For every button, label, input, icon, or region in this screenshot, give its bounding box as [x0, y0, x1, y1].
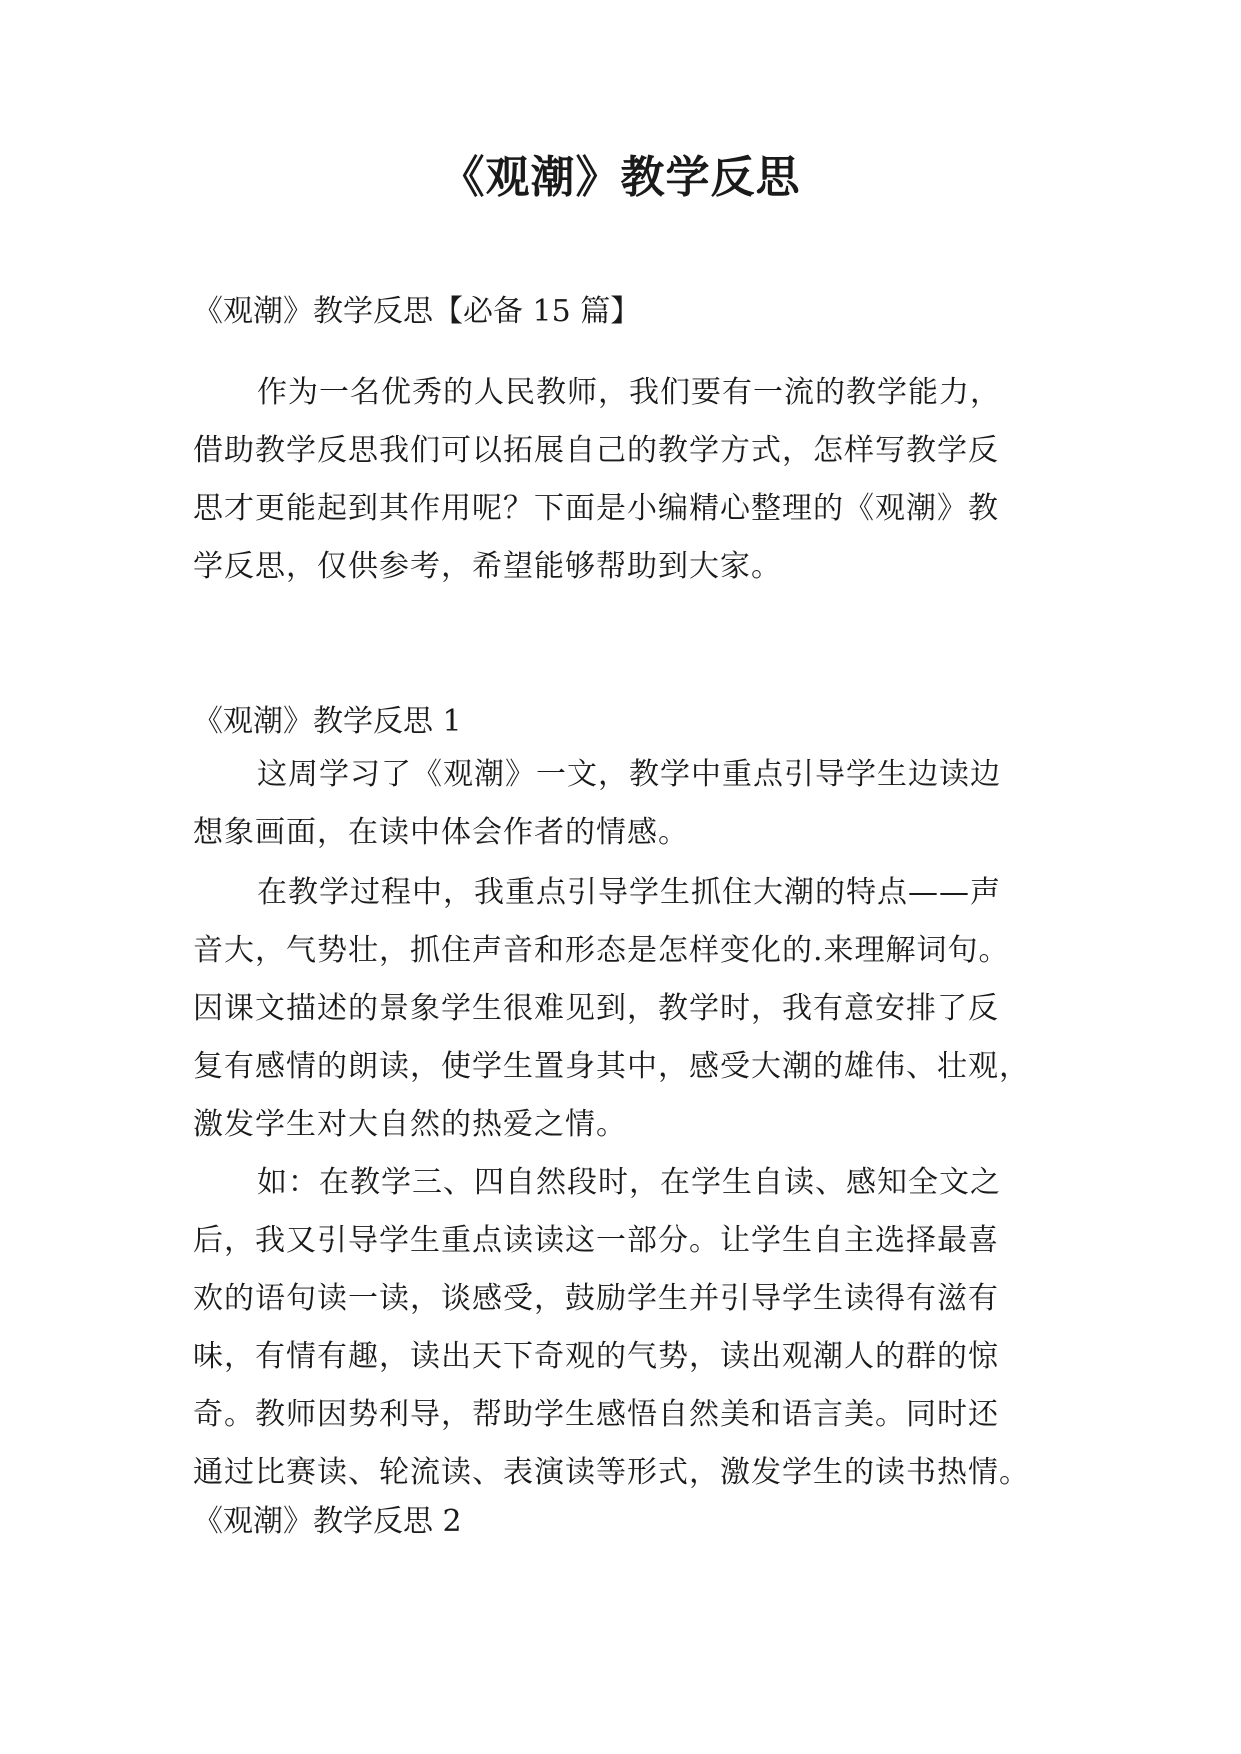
paragraph-line: 奇。教师因势利导，帮助学生感悟自然美和语言美。同时还 — [193, 1397, 999, 1432]
intro-paragraph — [193, 364, 1073, 596]
document-subtitle: 《观潮》教学反思【必备 15 篇】 — [193, 294, 641, 329]
paragraph-line: 复有感情的朗读，使学生置身其中，感受大潮的雄伟、壮观， — [193, 1049, 1030, 1084]
intro-line: 借助教学反思我们可以拓展自己的教学方式，怎样写教学反 — [193, 433, 999, 468]
paragraph-line: 音大，气势壮，抓住声音和形态是怎样变化的.来理解词句。 — [193, 933, 1010, 968]
paragraph-line: 味，有情有趣，读出天下奇观的气势，读出观潮人的群的惊 — [193, 1339, 999, 1374]
paragraph-line: 因课文描述的景象学生很难见到，教学时，我有意安排了反 — [193, 991, 999, 1026]
paragraph-line: 这周学习了《观潮》一文，教学中重点引导学生边读边 — [257, 757, 1001, 792]
paragraph-line: 欢的语句读一读，谈感受，鼓励学生并引导学生读得有滋有 — [193, 1281, 999, 1316]
paragraph-line: 后，我又引导学生重点读读这一部分。让学生自主选择最喜 — [193, 1223, 999, 1258]
paragraph-line: 想象画面，在读中体会作者的情感。 — [193, 815, 689, 850]
paragraph-line: 如：在教学三、四自然段时，在学生自读、感知全文之 — [257, 1165, 1001, 1200]
section-paragraph — [193, 864, 1073, 1154]
page-title: 《观潮》教学反思 — [440, 152, 801, 203]
paragraph-line: 通过比赛读、轮流读、表演读等形式，激发学生的读书热情。 — [193, 1455, 1030, 1490]
intro-line: 作为一名优秀的人民教师，我们要有一流的教学能力， — [257, 375, 1001, 410]
intro-line: 思才更能起到其作用呢？下面是小编精心整理的《观潮》教 — [193, 491, 999, 526]
paragraph-line: 激发学生对大自然的热爱之情。 — [193, 1107, 627, 1142]
section-heading: 《观潮》教学反思 1 — [193, 704, 462, 739]
section-heading: 《观潮》教学反思 2 — [193, 1504, 462, 1539]
paragraph-line: 在教学过程中，我重点引导学生抓住大潮的特点——声 — [257, 875, 1001, 910]
intro-line: 学反思，仅供参考，希望能够帮助到大家。 — [193, 549, 782, 584]
section-paragraph — [193, 1154, 1073, 1502]
section-paragraph — [193, 746, 1073, 862]
